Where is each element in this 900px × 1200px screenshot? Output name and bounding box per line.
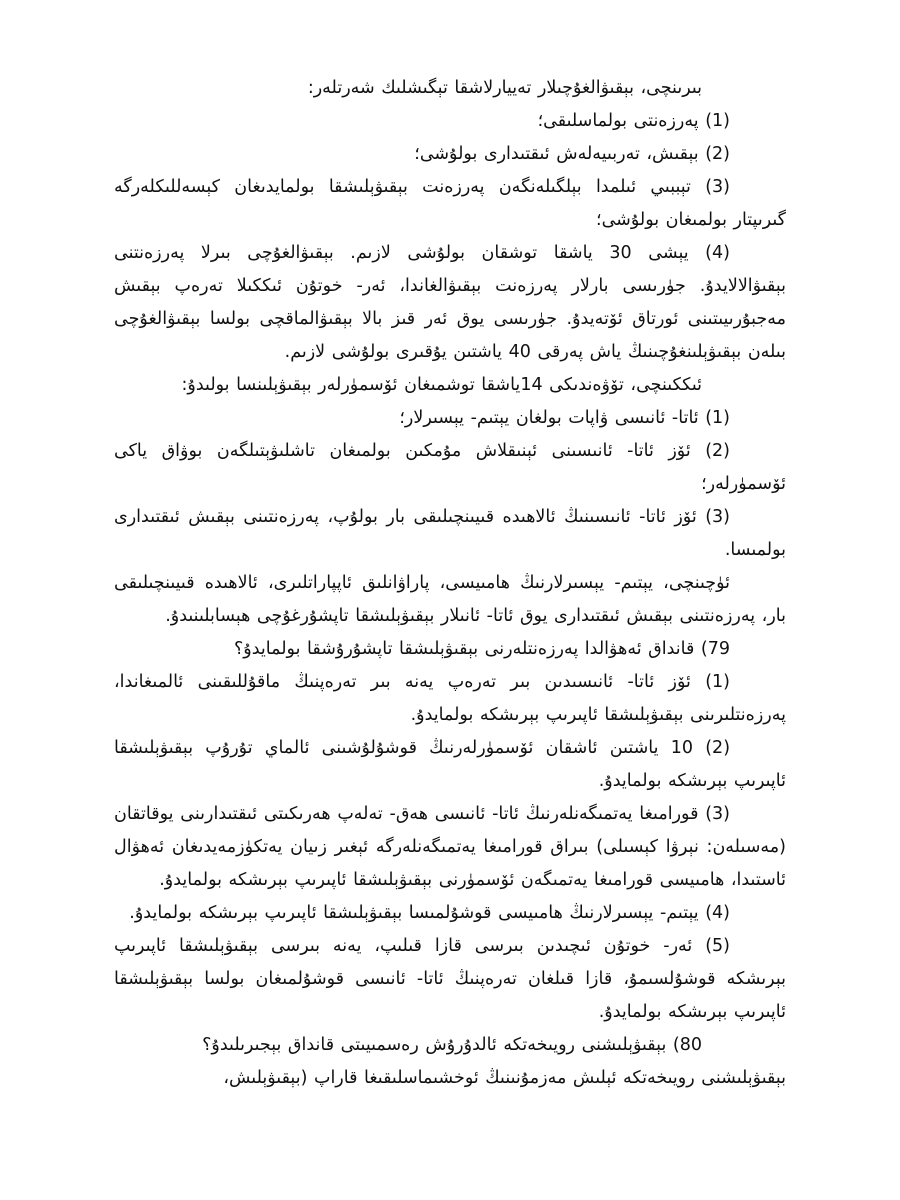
list-item-79-2: (2) 10 ياشتىن ئاشقان ئۆسمۈرلەرنىڭ قوشۇلۇشىنى ئالماي تۇرۇپ بېقىۋېلىشقا ئاپىرىپ بېرىشكە بولمايدۇ.	[114, 738, 786, 791]
list-item-2-1: (1) ئاتا- ئانىسى ۋاپات بولغان يېتىم- يېسىرلار؛	[399, 408, 730, 428]
question-80-heading: 80) بېقىۋېلىشنى رويىخەتكە ئالدۇرۇش رەسمىيىتى قانداق بېجىرىلىدۇ؟	[202, 1035, 702, 1055]
list-item-79-4: (4) يېتىم- يېسىرلارنىڭ ھامىيسى قوشۇلمىسا بېقىۋېلىشقا ئاپىرىپ بېرىشكە بولمايدۇ.	[129, 903, 730, 923]
list-item-1-2: (2) بېقىش، تەربىيەلەش ئىقتىدارى بولۇشى؛	[414, 144, 730, 164]
paragraph-section-1-heading: بىرىنچى، بېقىۋالغۇچىلار تەييارلاشقا تېگىشلىك شەرتلەر:	[307, 78, 702, 98]
list-item-79-5: (5) ئەر- خوتۇن ئىچىدىن بىرسى قازا قىلىپ، يەنە بىرسى بېقىۋېلىشقا ئاپىرىپ بېرىشكە قوشۇلسىمۇ، قازا قىلغان تەرەپنىڭ ئاتا- ئانىسى قوشۇلمىغان بولسا بېقىۋېلىشقا ئاپىرىپ بېرىشكە بولمايدۇ.	[114, 936, 786, 1022]
list-item-79-3: (3) قورامىغا يەتمىگەنلەرنىڭ ئاتا- ئانىسى ھەق- تەلەپ ھەرىكىتى ئىقتىدارىنى يوقاتقان (مەسىلەن: نېرۋا كېسىلى) بىراق قورامىغا يەتمىگەنلەرگە ئېغىر زىيان يەتكۈزمەيدىغان ئەھۋال ئاستىدا، ھامىيسى قورامىغا يەتمىگەن ئۆسمۈرنى بېقىۋېلىشقا ئاپىرىپ بېرىشكە بولمايدۇ.	[114, 804, 786, 890]
list-item-2-3: (3) ئۆز ئاتا- ئانىسىنىڭ ئالاھىدە قىيىنچىلىقى بار بولۇپ، پەرزەنتىنى بېقىش ئىقتىدارى بولمىسا.	[114, 507, 786, 560]
paragraph-section-2-heading: ئىككىنچى، تۆۋەندىكى 14ياشقا توشمىغان ئۆسمۈرلەر بېقىۋېلىنسا بولىدۇ:	[181, 375, 702, 395]
list-item-1-3: (3) تېببىي ئىلمدا بېلگىلەنگەن پەرزەنت بېقىۋېلىشقا بولمايدىغان كېسەللىكلەرگە گىرىپتار بولمىغان بولۇشى؛	[114, 177, 786, 230]
paragraph-section-3: ئۈچىنچى، يېتىم- يېسىرلارنىڭ ھامىيسى، پاراۋانلىق ئاپپاراتلىرى، ئالاھىدە قىيىنچىلىقى بار، پەرزەنتىنى بېقىش ئىقتىدارى يوق ئاتا- ئانىلار بېقىۋېلىشقا تاپشۇرغۇچى ھېسابلىنىدۇ.	[114, 573, 786, 626]
question-79-heading: 79) قانداق ئەھۋالدا پەرزەنتلەرنى بېقىۋېلىشقا تاپشۇرۇشقا بولمايدۇ؟	[233, 639, 730, 659]
list-item-2-2: (2) ئۆز ئاتا- ئانىسىنى ئېنىقلاش مۇمكىن بولمىغان تاشلىۋېتىلگەن بوۋاق ياكى ئۆسمۈرلەر؛	[114, 441, 786, 494]
paragraph-80-body: بېقىۋېلىشنى رويىخەتكە ئېلىش مەزمۇنىنىڭ ئوخشىماسلىقىغا قاراپ (بېقىۋېلىش،	[223, 1068, 786, 1088]
list-item-1-1: (1) پەرزەنتى بولماسلىقى؛	[537, 111, 730, 131]
list-item-1-4: (4) يېشى 30 ياشقا توشقان بولۇشى لازىم. بېقىۋالغۇچى بىرلا پەرزەنتنى بېقىۋالالايدۇ. جۈرىسى بارلار پەرزەنت بېقىۋالغاندا، ئەر- خوتۇن ئىككىلا تەرەپ بېقىش مەجبۇرىيىتىنى ئورتاق ئۆتەيدۇ. جۈرىسى يوق ئەر قىز بالا بېقىۋالماقچى بولسا بېقىۋالغۇچى بىلەن بېقىۋېلىنغۇچىنىڭ ياش پەرقى 40 ياشتىن يۇقىرى بولۇشى لازىم.	[114, 243, 786, 362]
list-item-79-1: (1) ئۆز ئاتا- ئانىسىدىن بىر تەرەپ يەنە بىر تەرەپنىڭ ماقۇللىقىنى ئالمىغاندا، پەرزەنتلىرىنى بېقىۋېلىشقا ئاپىرىپ بېرىشكە بولمايدۇ.	[114, 672, 786, 725]
